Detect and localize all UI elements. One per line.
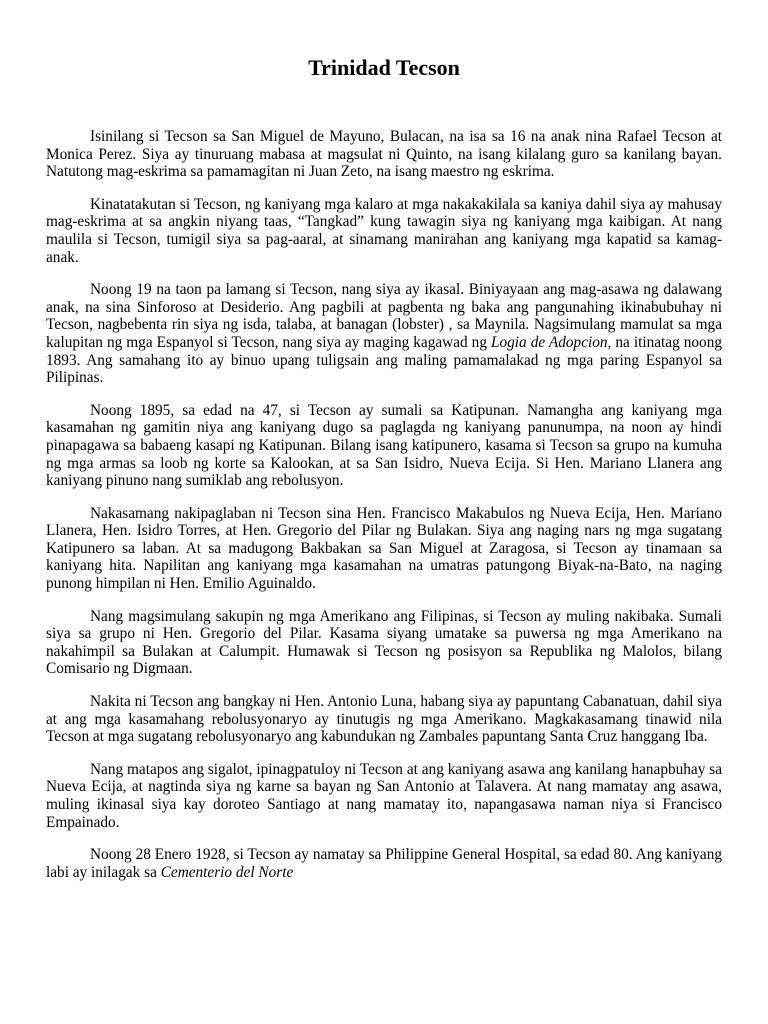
paragraph-americans: Nang magsimulang sakupin ng mga Amerikano ang Filipinas, si Tecson ay muling nakibaka. Sumali siya sa grupo ni Hen. Gregorio del Pilar. Kasama siyang umatake sa puwersa ng mga Amerikano na nakahimpil sa Bulakan at Calumpit. Humawak si Tecson ng posisyon sa Republika ng Malolos, bilang Comisario ng Digmaan. <box>46 607 722 678</box>
paragraph-aftermath: Nang matapos ang sigalot, ipinagpatuloy ni Tecson at ang kaniyang asawa ang kanilang hanapbuhay sa Nueva Ecija, at nagtinda siya ng karne sa bayan ng San Antonio at Talavera. At nang mamatay ang asawa, muling ikinasal siya kay doroteo Santiago at nang mamatay ito, napangasawa naman niya si Francisco Empainado. <box>46 760 722 831</box>
paragraph-death <box>46 846 722 881</box>
document-body <box>46 128 722 896</box>
paragraph-katipunan: Noong 1895, sa edad na 47, si Tecson ay sumali sa Katipunan. Namangha ang kaniyang mga kasamahan ng gamitin niya ang kaniyang dugo sa paglagda ng kaniyang panunumpa, na noon ay hindi pinapagawa sa babaeng kasapi ng Katipunan. Bilang isang katipunero, kasama si Tecson sa grupo na kumuha ng mga armas sa loob ng korte sa Kalookan, at sa San Isidro, Nueva Ecija. Si Hen. Mariano Llanera ang kaniyang pinuno nang sumiklab ang rebolusyon. <box>46 401 722 490</box>
paragraph-text: Noong 19 na taon pa lamang si Tecson, nang siya ay ikasal. Biniyayaan ang mag-asawa ng dalawang anak, na sina Sinforoso at Desiderio. Ang pagbili at pagbenta ng baka ang pangunahing ikinabubuhay ni Tecson, nagbebenta rin siya ng isda, talaba, at banagan (lobster) , sa Maynila. Nagsimulang mamulat sa mga kalupitan ng mga Espanyol si Tecson, nang siya ay maging kagawad ng <box>46 281 722 351</box>
page-title: Trinidad Tecson <box>308 55 460 80</box>
paragraph-text: Noong 28 Enero 1928, si Tecson ay namatay sa Philippine General Hospital, sa edad 80. Ang kaniyang labi ay inilagak sa <box>46 846 722 881</box>
paragraph-battles: Nakasamang nakipaglaban ni Tecson sina Hen. Francisco Makabulos ng Nueva Ecija, Hen. Mariano Llanera, Hen. Isidro Torres, at Hen. Gregorio del Pilar ng Bulakan. Siya ang naging nars ng mga sugatang Katipunero sa laban. At sa madugong Bakbakan sa San Miguel at Zaragosa, si Tecson ay tinamaan sa kaniyang hita. Napilitan ang kaniyang mga kasamahan na umatras patungong Biyak-na-Bato, na naging punong himpilan ni Hen. Emilio Aguinaldo. <box>46 504 722 593</box>
paragraph-text: , na itinatag noong 1893. Ang samahang ito ay binuo upang tuligsain ang maling pamamalakad ng mga paring Espanyol sa Pilipinas. <box>46 333 723 387</box>
paragraph-luna: Nakita ni Tecson ang bangkay ni Hen. Antonio Luna, habang siya ay papuntang Cabanatuan, dahil siya at ang mga kasamahang rebolusyonaryo ay tinutugis ng mga Amerikano. Magkakasamang tinawid nila Tecson at mga sugatang rebolusyonaryo ang kabundukan ng Zambales papuntang Santa Cruz hanggang Iba. <box>46 693 722 746</box>
paragraph-youth: Kinatatakutan si Tecson, ng kaniyang mga kalaro at mga nakakakilala sa kaniya dahil siya ay mahusay mag-eskrima at sa angkin niyang taas, “Tangkad” kung tawagin siya ng kaniyang mga kaibigan. At nang maulila si Tecson, tumigil siya sa pag-aaral, at sinamang manirahan ang kaniyang mga kapatid sa kamag-anak. <box>46 195 722 266</box>
italic-term: Logia de Adopcion <box>491 333 608 351</box>
italic-term: Cementerio del Norte <box>160 863 294 881</box>
paragraph-birth: Isinilang si Tecson sa San Miguel de Mayuno, Bulacan, na isa sa 16 na anak nina Rafael Tecson at Monica Perez. Siya ay tinuruang mabasa at magsulat ni Quinto, na isang kilalang guro sa kanilang bayan. Natutong mag-eskrima sa pamamagitan ni Juan Zeto, na isang maestro ng eskrima. <box>46 128 722 181</box>
paragraph-marriage <box>46 281 722 387</box>
